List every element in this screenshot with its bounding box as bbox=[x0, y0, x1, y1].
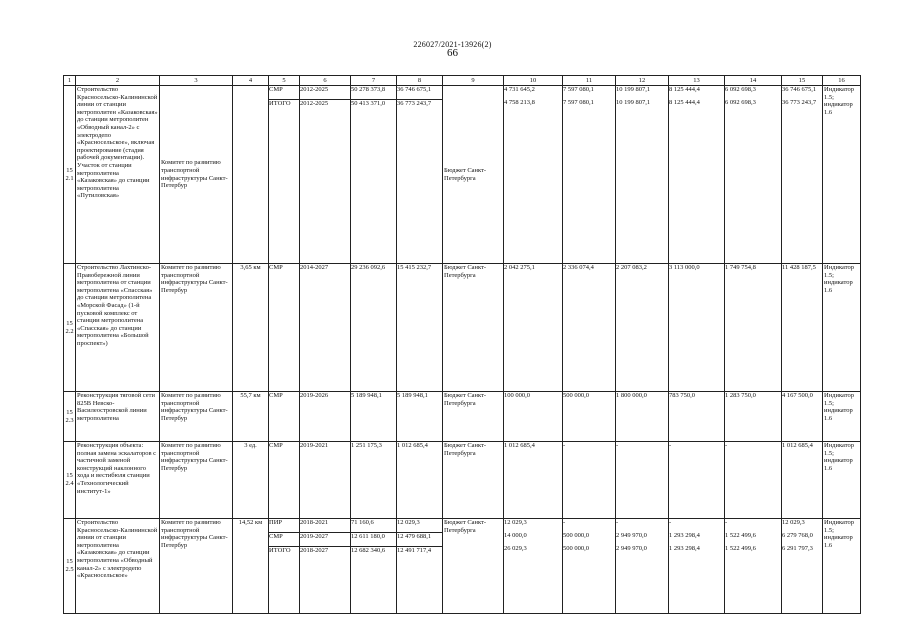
row-number: 152.3 bbox=[64, 392, 76, 442]
capacity: 3 ед. bbox=[233, 442, 269, 519]
year-amount-cell bbox=[504, 392, 563, 442]
period: 2014-2027 bbox=[300, 264, 329, 271]
row-number: 152.5 bbox=[64, 519, 76, 614]
estimated-cost: 50 413 371,0 bbox=[351, 100, 386, 107]
period-cell bbox=[300, 442, 351, 519]
year-amount: 6 279 768,0 bbox=[782, 532, 813, 539]
estimated-cost-cell bbox=[351, 264, 397, 392]
period: 2012-2025 bbox=[300, 100, 329, 107]
estimated-cost: 1 251 175,3 bbox=[351, 442, 382, 449]
year-amount: 11 428 187,5 bbox=[782, 264, 816, 271]
year-amount: - bbox=[616, 442, 619, 449]
year-amount: 14 000,0 bbox=[504, 532, 527, 539]
estimated-cost-cell bbox=[351, 442, 397, 519]
period: 2018-2027 bbox=[300, 547, 329, 554]
column-header: 12 bbox=[616, 76, 669, 86]
year-amount-cell bbox=[725, 442, 782, 519]
period: 2019-2027 bbox=[300, 533, 351, 547]
year-amount-cell bbox=[669, 86, 725, 264]
year-amount: 1 522 499,6 bbox=[725, 545, 756, 552]
year-amount: 36 773 243,7 bbox=[782, 99, 817, 106]
column-number-row bbox=[64, 76, 861, 86]
year-amount: 26 029,3 bbox=[504, 545, 527, 552]
year-amount: 4 731 645,2 bbox=[504, 86, 535, 93]
year-amount: - bbox=[563, 442, 566, 449]
year-amount: 7 597 080,1 bbox=[563, 99, 594, 106]
year-amount: 6 291 797,3 bbox=[782, 545, 813, 552]
customer: Комитет по развитию транспортной инфраструктуры Санкт-Петербур bbox=[160, 442, 233, 519]
remaining-cost-cell bbox=[397, 519, 443, 614]
table-row bbox=[64, 264, 861, 392]
year-amount-cell bbox=[616, 442, 669, 519]
row-number: 152.1 bbox=[64, 86, 76, 264]
work-type-cell bbox=[269, 392, 300, 442]
year-amount-cell bbox=[563, 86, 616, 264]
period-cell bbox=[300, 264, 351, 392]
remaining-cost-cell bbox=[397, 264, 443, 392]
year-amount-cell bbox=[782, 519, 823, 614]
year-amount: 2 949 970,0 bbox=[616, 545, 647, 552]
year-amount-cell bbox=[782, 264, 823, 392]
estimated-cost: 50 278 373,8 bbox=[351, 86, 397, 100]
column-header: 5 bbox=[269, 76, 300, 86]
table-row bbox=[64, 519, 861, 614]
year-amount: 2 042 275,1 bbox=[504, 264, 535, 271]
year-amount-cell bbox=[504, 264, 563, 392]
customer: Комитет по развитию транспортной инфраструктуры Санкт-Петербур bbox=[160, 519, 233, 614]
year-amount-cell bbox=[782, 442, 823, 519]
customer: Комитет по развитию транспортной инфраструктуры Санкт-Петербур bbox=[160, 264, 233, 392]
capacity: 55,7 км bbox=[233, 392, 269, 442]
year-amount: 1 283 750,0 bbox=[725, 392, 756, 399]
table-row bbox=[64, 442, 861, 519]
estimated-cost: 71 160,6 bbox=[351, 519, 397, 533]
indicator: Индикатор 1.5; индикатор 1.6 bbox=[823, 264, 861, 392]
year-amount-cell bbox=[725, 519, 782, 614]
indicator: Индикатор 1.5; индикатор 1.6 bbox=[823, 392, 861, 442]
remaining-cost-cell bbox=[397, 86, 443, 264]
year-amount: - bbox=[669, 519, 672, 526]
year-amount: 1 749 754,8 bbox=[725, 264, 756, 271]
remaining-cost: 1 012 685,4 bbox=[397, 442, 428, 449]
column-header: 15 bbox=[782, 76, 823, 86]
object-name: Строительство Красносельско-Калининской линии от станции метрополитен «Казаковская» до станции метрополитен «Обводный канал-2» с электродепо «Красносельское», включая проектирование (стадия рабочей документации). Участок от станции метрополитена «Казаковская» до станции метрополитена «Путиловская» bbox=[76, 86, 160, 264]
year-amount-cell bbox=[725, 264, 782, 392]
year-amount-cell bbox=[616, 392, 669, 442]
year-amount-cell bbox=[669, 519, 725, 614]
year-amount: 1 800 000,0 bbox=[616, 392, 647, 399]
object-name: Реконструкция тяговой сети 825В Невско-Василеостровской линии метрополитена bbox=[76, 392, 160, 442]
year-amount: 36 746 675,1 bbox=[782, 86, 817, 93]
column-header: 13 bbox=[669, 76, 725, 86]
customer: Комитет по развитию транспортной инфраструктуры Санкт-Петербур bbox=[160, 392, 233, 442]
work-type: ИТОГО bbox=[269, 547, 291, 554]
work-type-cell bbox=[269, 519, 300, 614]
remaining-cost: 36 773 243,7 bbox=[397, 100, 432, 107]
year-amount-cell bbox=[504, 442, 563, 519]
year-amount-cell bbox=[563, 392, 616, 442]
year-amount-cell bbox=[616, 264, 669, 392]
year-amount: 500 000,0 bbox=[563, 392, 589, 399]
column-header: 1 bbox=[64, 76, 76, 86]
column-header: 6 bbox=[300, 76, 351, 86]
year-amount: 1 012 685,4 bbox=[782, 442, 813, 449]
year-amount-cell bbox=[616, 86, 669, 264]
year-amount: - bbox=[669, 442, 672, 449]
period: 2018-2021 bbox=[300, 519, 351, 533]
column-header: 16 bbox=[823, 76, 861, 86]
year-amount-cell bbox=[669, 392, 725, 442]
work-type: ИТОГО bbox=[269, 100, 291, 107]
column-header: 8 bbox=[397, 76, 443, 86]
year-amount-cell bbox=[669, 442, 725, 519]
row-number: 152.4 bbox=[64, 442, 76, 519]
period-cell bbox=[300, 86, 351, 264]
year-amount-cell bbox=[725, 86, 782, 264]
year-amount: - bbox=[725, 442, 728, 449]
year-amount: 6 092 698,3 bbox=[725, 99, 756, 106]
year-amount: 7 597 080,1 bbox=[563, 86, 594, 93]
estimated-cost-cell bbox=[351, 519, 397, 614]
year-amount: 4 758 213,8 bbox=[504, 99, 535, 106]
year-amount-cell bbox=[725, 392, 782, 442]
year-amount: 12 029,3 bbox=[504, 519, 527, 526]
indicator: Индикатор 1.5; индикатор 1.6 bbox=[823, 442, 861, 519]
year-amount-cell bbox=[504, 86, 563, 264]
customer: Комитет по развитию транспортной инфраструктуры Санкт-Петербур bbox=[160, 86, 233, 264]
funding-source: Бюджет Санкт-Петербурга bbox=[443, 392, 504, 442]
work-type-cell bbox=[269, 264, 300, 392]
year-amount: 500 000,0 bbox=[563, 532, 589, 539]
work-type: СМР bbox=[269, 392, 283, 399]
funding-source: Бюджет Санкт-Петербурга bbox=[443, 519, 504, 614]
period: 2019-2026 bbox=[300, 392, 329, 399]
year-amount: 1 293 298,4 bbox=[669, 545, 700, 552]
year-amount-cell bbox=[563, 442, 616, 519]
year-amount: 3 113 000,0 bbox=[669, 264, 700, 271]
funding-source: Бюджет Санкт-Петербурга bbox=[443, 442, 504, 519]
year-amount: 8 125 444,4 bbox=[669, 99, 700, 106]
year-amount-cell bbox=[563, 519, 616, 614]
document-id: 226027/2021-13926(2) bbox=[413, 40, 492, 49]
year-amount: 783 750,0 bbox=[669, 392, 695, 399]
column-header: 10 bbox=[504, 76, 563, 86]
year-amount: - bbox=[725, 519, 728, 526]
period: 2019-2021 bbox=[300, 442, 329, 449]
work-type: СМР bbox=[269, 533, 300, 547]
year-amount: 2 336 074,4 bbox=[563, 264, 594, 271]
remaining-cost: 5 189 948,1 bbox=[397, 392, 428, 399]
work-type: СМР bbox=[269, 442, 283, 449]
work-type: ПИР bbox=[269, 519, 300, 533]
year-amount: 12 029,3 bbox=[782, 519, 805, 526]
estimated-cost: 12 682 340,6 bbox=[351, 547, 386, 554]
column-header: 2 bbox=[76, 76, 160, 86]
program-table bbox=[63, 75, 861, 614]
remaining-cost: 12 491 717,4 bbox=[397, 547, 432, 554]
remaining-cost: 36 746 675,1 bbox=[397, 86, 443, 100]
page-number: 66 bbox=[447, 47, 458, 59]
funding-source: Бюджет Санкт-Петербурга bbox=[443, 86, 504, 264]
capacity bbox=[233, 86, 269, 264]
remaining-cost: 12 029,3 bbox=[397, 519, 443, 533]
year-amount-cell bbox=[563, 264, 616, 392]
year-amount: 1 012 685,4 bbox=[504, 442, 535, 449]
year-amount-cell bbox=[782, 86, 823, 264]
year-amount-cell bbox=[504, 519, 563, 614]
work-type: СМР bbox=[269, 264, 283, 271]
work-type-cell bbox=[269, 442, 300, 519]
remaining-cost: 12 479 688,1 bbox=[397, 533, 443, 547]
year-amount: 10 199 807,1 bbox=[616, 99, 651, 106]
indicator: Индикатор 1.5; индикатор 1.6 bbox=[823, 519, 861, 614]
year-amount: 4 167 500,0 bbox=[782, 392, 813, 399]
work-type: СМР bbox=[269, 86, 300, 100]
estimated-cost: 5 189 948,1 bbox=[351, 392, 382, 399]
year-amount: 6 092 698,3 bbox=[725, 86, 756, 93]
period-cell bbox=[300, 392, 351, 442]
table-row bbox=[64, 86, 861, 264]
table-row bbox=[64, 392, 861, 442]
funding-source: Бюджет Санкт-Петербурга bbox=[443, 264, 504, 392]
object-name: Строительство Лахтинско-Правобережной линии метрополитена от станции метрополитена «Спасская» до станции метрополитена «Морской Фасад» (1-й пусковой комплекс от станции метрополитена «Спасская» до станции метрополитена «Большой проспект») bbox=[76, 264, 160, 392]
capacity: 3,65 км bbox=[233, 264, 269, 392]
column-header: 3 bbox=[160, 76, 233, 86]
year-amount: 1 293 298,4 bbox=[669, 532, 700, 539]
table-body bbox=[64, 86, 861, 614]
year-amount: 500 000,0 bbox=[563, 545, 589, 552]
estimated-cost: 12 611 180,0 bbox=[351, 533, 397, 547]
row-number: 152.2 bbox=[64, 264, 76, 392]
remaining-cost-cell bbox=[397, 392, 443, 442]
year-amount: 100 000,0 bbox=[504, 392, 530, 399]
year-amount: - bbox=[616, 519, 619, 526]
year-amount: 10 199 807,1 bbox=[616, 86, 651, 93]
object-name: Строительство Красносельско-Калининской линии от станции метрополитена «Казаковская» до станции метрополитена «Обводный канал-2» с электродепо «Красносельское» bbox=[76, 519, 160, 614]
estimated-cost-cell bbox=[351, 86, 397, 264]
column-header: 7 bbox=[351, 76, 397, 86]
column-header: 14 bbox=[725, 76, 782, 86]
column-header: 11 bbox=[563, 76, 616, 86]
year-amount-cell bbox=[782, 392, 823, 442]
capacity: 14,52 км bbox=[233, 519, 269, 614]
remaining-cost: 15 415 232,7 bbox=[397, 264, 432, 271]
estimated-cost: 29 236 092,6 bbox=[351, 264, 386, 271]
work-type-cell bbox=[269, 86, 300, 264]
column-header: 4 bbox=[233, 76, 269, 86]
period: 2012-2025 bbox=[300, 86, 351, 100]
year-amount: 1 522 499,6 bbox=[725, 532, 756, 539]
estimated-cost-cell bbox=[351, 392, 397, 442]
object-name: Реконструкция объекта: полная замена эскалаторов с частичной заменой конструкций наклонного хода и вестибюля станции «Технологический институт-1» bbox=[76, 442, 160, 519]
remaining-cost-cell bbox=[397, 442, 443, 519]
year-amount: 2 207 083,2 bbox=[616, 264, 647, 271]
year-amount: 8 125 444,4 bbox=[669, 86, 700, 93]
period-cell bbox=[300, 519, 351, 614]
year-amount: - bbox=[563, 519, 566, 526]
year-amount: 2 949 970,0 bbox=[616, 532, 647, 539]
column-header: 9 bbox=[443, 76, 504, 86]
year-amount-cell bbox=[616, 519, 669, 614]
indicator: Индикатор 1.5; индикатор 1.6 bbox=[823, 86, 861, 264]
year-amount-cell bbox=[669, 264, 725, 392]
